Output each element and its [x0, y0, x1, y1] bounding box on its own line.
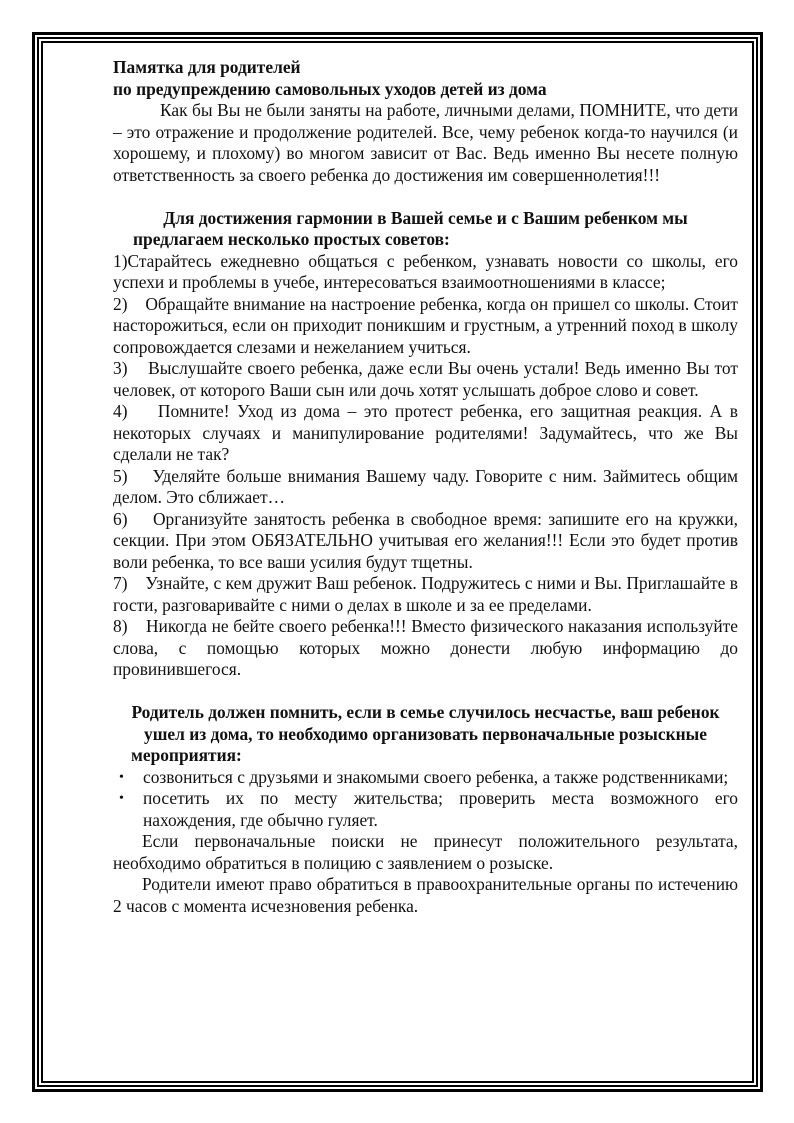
search-steps-list	[113, 767, 738, 832]
tips-list	[113, 251, 738, 681]
bullet-icon: •	[119, 791, 124, 806]
tip-text: Уделяйте больше внимания Вашему чаду. Говорите с ним. Займитесь общим делом. Это сближает…	[113, 465, 739, 507]
tip-text: Организуйте занятость ребенка в свободное время: запишите его на кружки, секции. При этом ОБЯЗАТЕЛЬНО учитывая его желания!!! Если это будет против воли ребенка, то все ваши усилия будут тщетны.	[113, 508, 738, 572]
rights-paragraph: Родители имеют право обратиться в правоохранительные органы по истечению 2 часов с момента исчезновения ребенка.	[113, 874, 738, 916]
tip-number: 6)	[113, 508, 128, 529]
tip-number: 3)	[113, 358, 128, 378]
tip-item	[113, 466, 738, 509]
search-step-text: созвониться с друзьями и знакомыми своего ребенка, а также родственниками;	[143, 766, 729, 787]
tip-text: Помните! Уход из дома – это протест ребенка, его защитная реакция. А в некоторых случаях и манипулирование родителями! Задумайтесь, что же Вы сделали не так?	[113, 401, 739, 464]
tip-text: Старайтесь ежедневно общаться с ребенком, узнавать новости со школы, его успехи и проблемы в учебе, интересоваться взаимоотношениями в классе;	[113, 250, 738, 292]
document-subtitle: по предупреждению самовольных уходов детей из дома	[113, 78, 547, 99]
tip-number: 1)	[113, 250, 128, 271]
tip-text: Узнайте, с кем дружит Ваш ребенок. Подружитесь с ними и Вы. Приглашайте в гости, разговаривайте с ними о делах в школе и за ее пределами.	[113, 573, 738, 615]
intro-paragraph: Как бы Вы не были заняты на работе, личными делами, ПОМНИТЕ, что дети – это отражение и продолжение родителей. Все, чему ребенок когда-то научился (и хорошему, и плохому) во многом зависит от Вас. Ведь именно Вы несете полную ответственность за своего ребенка до достижения им совершеннолетия!!!	[113, 100, 738, 185]
spacer	[113, 681, 738, 703]
police-paragraph: Если первоначальные поиски не принесут положительного результата, необходимо обратиться в полицию с заявлением о розыске.	[113, 831, 738, 873]
tip-number: 2)	[113, 293, 128, 314]
search-step-item	[113, 767, 738, 789]
tips-heading: Для достижения гармонии в Вашей семье и с Вашим ребенком мы предлагаем несколько простых советов:	[133, 207, 688, 249]
tip-item	[113, 509, 738, 574]
tip-text: Никогда не бейте своего ребенка!!! Вместо физического наказания используйте слова, с помощью которых можно донести любую информацию до провинившегося.	[113, 616, 738, 679]
tip-item	[113, 573, 738, 616]
tip-item	[113, 294, 738, 359]
tip-text: Выслушайте своего ребенка, даже если Вы очень устали! Ведь именно Вы тот человек, от которого Ваши сын или дочь хотят услышать доброе слово и совет.	[113, 358, 738, 400]
spacer	[113, 186, 738, 208]
search-step-text: посетить их по месту жительства; проверить места возможного его нахождения, где обычно гуляет.	[143, 788, 738, 830]
document-body	[113, 57, 738, 917]
tip-number: 7)	[113, 573, 128, 593]
search-step-item	[113, 788, 738, 831]
tip-item	[113, 251, 738, 294]
search-heading: Родитель должен помнить, если в семье случилось несчастье, ваш ребенок ушел из дома, то необходимо организовать первоначальные розыскные мероприятия:	[131, 702, 720, 765]
tip-number: 5)	[113, 465, 128, 486]
tip-number: 8)	[113, 616, 128, 636]
tip-number: 4)	[113, 401, 128, 421]
document-title: Памятка для родителей	[113, 57, 301, 77]
tip-item	[113, 401, 738, 466]
tip-item	[113, 616, 738, 681]
bullet-icon: •	[119, 769, 124, 785]
tip-text: Обращайте внимание на настроение ребенка, когда он пришел со школы. Стоит насторожиться, если он приходит поникшим и грустным, а утренний поход в школу сопровождается слезами и нежеланием учиться.	[113, 293, 738, 357]
tip-item	[113, 358, 738, 401]
